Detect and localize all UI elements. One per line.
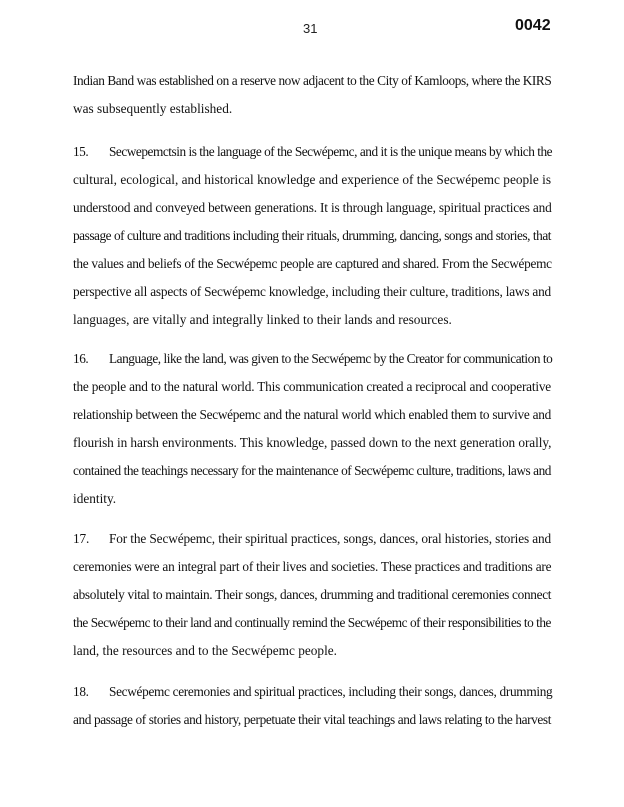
paragraph-16: [73, 349, 551, 517]
text-line: absolutely vital to maintain. Their songs, dances, drumming and traditional ceremonies connect: [73, 587, 552, 602]
paragraph-number: 15.: [73, 144, 89, 159]
text-line: cultural, ecological, and historical knowledge and experience of the Secwépemc people is: [73, 172, 551, 187]
text-line: languages, are vitally and integrally linked to their lands and resources.: [73, 312, 452, 327]
text-line: For the Secwépemc, their spiritual practices, songs, dances, oral histories, stories and: [109, 531, 552, 546]
text-line: understood and conveyed between generations. It is through language, spiritual practices and: [73, 200, 552, 215]
text-line: ceremonies were an integral part of their lives and societies. These practices and traditions are: [73, 559, 552, 574]
text-line: contained the teachings necessary for the maintenance of Secwépemc culture, traditions, laws and: [73, 463, 551, 478]
paragraph-15: [73, 142, 551, 338]
text-line: Language, like the land, was given to the Secwépemc by the Creator for communication to: [109, 351, 553, 366]
text-line: Indian Band was established on a reserve now adjacent to the City of Kamloops, where the KIRS: [73, 73, 552, 88]
paragraph-number: 17.: [73, 531, 90, 546]
text-line: flourish in harsh environments. This knowledge, passed down to the next generation orally,: [73, 435, 552, 450]
text-line: was subsequently established.: [73, 101, 233, 116]
text-line: perspective all aspects of Secwépemc knowledge, including their culture, traditions, laws and: [73, 284, 551, 299]
text-line: Secwépemc ceremonies and spiritual practices, including their songs, dances, drumming: [109, 684, 553, 699]
text-line: and passage of stories and history, perpetuate their vital teachings and laws relating to the harvest: [73, 712, 551, 727]
text-line: the Secwépemc to their land and continually remind the Secwépemc of their responsibilities to the: [73, 615, 551, 630]
text-line: identity.: [73, 491, 117, 506]
paragraph-continuation: [73, 71, 551, 127]
paragraph-number: 16.: [73, 351, 89, 366]
text-line: Secwepemctsin is the language of the Secwépemc, and it is the unique means by which the: [109, 144, 553, 159]
text-line: the people and to the natural world. This communication created a reciprocal and cooperative: [73, 379, 551, 394]
text-line: passage of culture and traditions including their rituals, drumming, dancing, songs and stories, that: [73, 228, 551, 243]
text-line: land, the resources and to the Secwépemc people.: [73, 643, 337, 658]
paragraph-18: [73, 682, 551, 738]
paragraph-number: 18.: [73, 684, 89, 699]
text-line: relationship between the Secwépemc and the natural world which enabled them to survive and: [73, 407, 551, 422]
paragraph-17: [73, 529, 551, 669]
document-id: 0042: [515, 17, 551, 34]
page-number: 31: [303, 21, 318, 36]
text-line: the values and beliefs of the Secwépemc people are captured and shared. From the Secwépemc: [73, 256, 552, 271]
